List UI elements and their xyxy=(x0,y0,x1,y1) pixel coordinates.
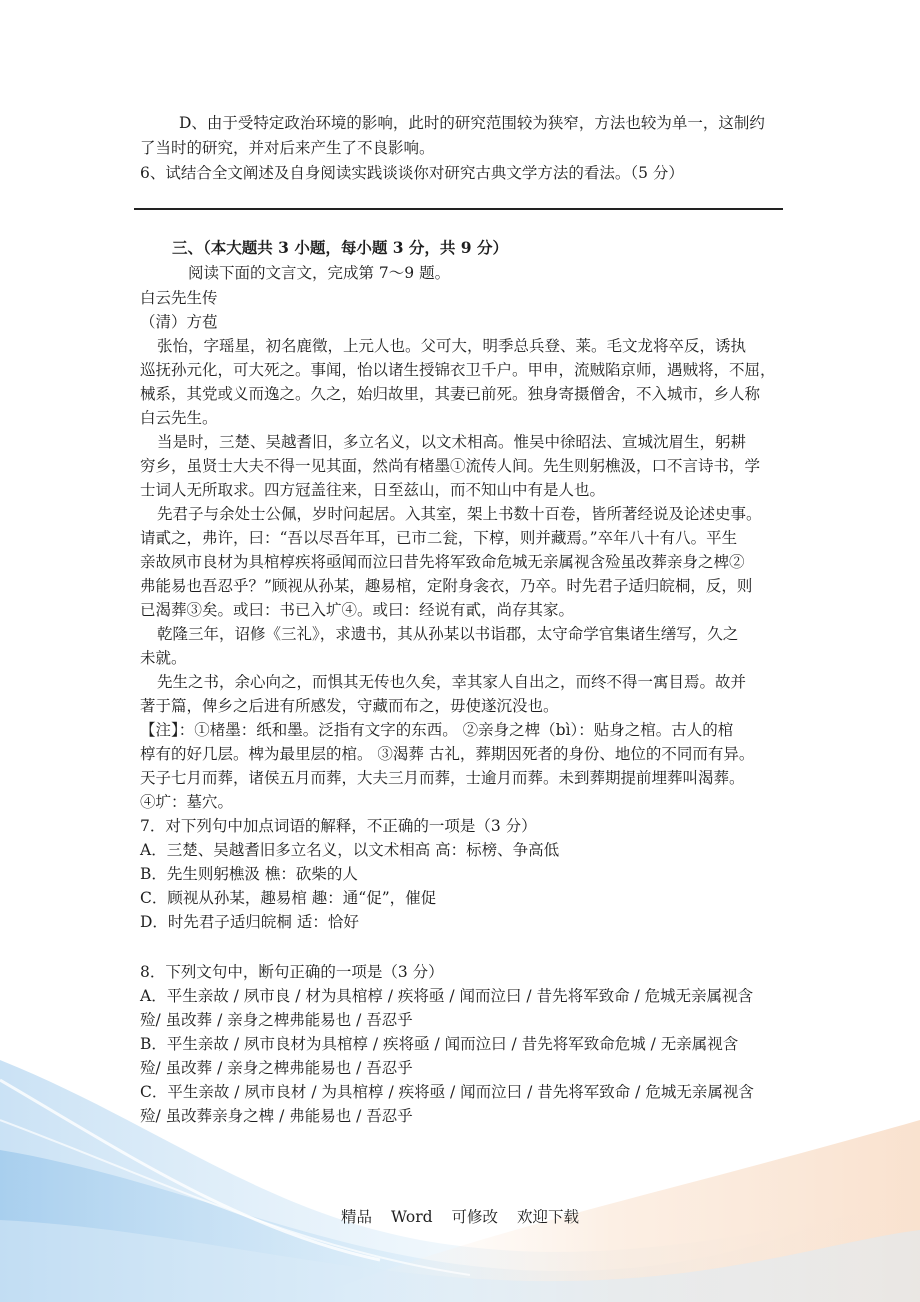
passage-para3: 已渴葬③矣。或曰：书已入圹④。或曰：经说有貳，尚存其家。 xyxy=(140,601,575,619)
question-7-option-d: D．时先君子适归皖桐 适：恰好 xyxy=(140,913,359,931)
question-7-option-c: C．顾视从孙某，趣易棺 趣：通“促”，催促 xyxy=(140,889,437,907)
question-8: 8．下列文句中，断句正确的一项是（3 分） xyxy=(140,963,444,981)
passage-para4: 未就。 xyxy=(140,649,187,667)
passage-para5: 著于篇，俾乡之后进有所感发，守藏而布之，毋使遂沉没也。 xyxy=(140,697,559,715)
notes: 椁有的好几层。椑为最里层的棺。 ③渴葬 古礼，葬期因死者的身份、地位的不同而有异。 xyxy=(140,745,755,763)
footer-text: 精品 xyxy=(341,1208,373,1226)
question-8-option-b: B．平生亲故 / 夙市良材为具棺椁 / 疾将亟 / 闻而泣曰 / 昔先将军致命危城 / 无亲属视含 xyxy=(140,1035,739,1053)
page-footer xyxy=(0,1205,920,1227)
question-7-option-b: B．先生则躬樵汲 樵：砍柴的人 xyxy=(140,865,358,883)
passage-para3: 先君子与余处士公佩，岁时问起居。入其室，架上书数十百卷，皆所著经说及论述史事。 xyxy=(157,505,762,523)
passage-para2: 当是时，三楚、吴越耆旧，多立名义，以文术相高。惟吴中徐昭法、宣城沈眉生，躬耕 xyxy=(157,433,747,451)
question-7-option-a: A．三楚、吴越耆旧多立名义，以文术相高 高：标榜、争高低 xyxy=(140,841,560,859)
question-8-option-a: A．平生亲故 / 夙市良 / 材为具棺椁 / 疾将亟 / 闻而泣曰 / 昔先将军致命 / 危城无亲属视含 xyxy=(140,987,754,1005)
passage-title: 白云先生传 xyxy=(140,289,218,307)
question-7: 7．对下列句中加点词语的解释，不正确的一项是（3 分） xyxy=(140,817,537,835)
passage-para4: 乾隆三年，诏修《三礼》，求遗书，其从孙某以书诣郡，太守命学官集诸生缮写，久之 xyxy=(157,625,739,643)
question-8-option-c: 殓/ 虽改葬亲身之椑 / 弗能易也 / 吾忍乎 xyxy=(140,1107,413,1125)
passage-para1: 白云先生。 xyxy=(140,409,218,427)
option-d-line2: 了当时的研究，并对后来产生了不良影响。 xyxy=(140,139,435,157)
passage-para2: 穷乡，虽贤士大夫不得一见其面，然尚有楮墨①流传人间。先生则躬樵汲，口不言诗书，学 xyxy=(140,457,761,475)
passage-author: （清）方苞 xyxy=(140,313,218,331)
notes: 天子七月而葬，诸侯五月而葬，大夫三月而葬，士逾月而葬。未到葬期提前埋葬叫渴葬。 xyxy=(140,769,745,787)
passage-para5: 先生之书，余心向之，而惧其无传也久矣，幸其家人自出之，而终不得一寓目焉。故并 xyxy=(157,673,747,691)
question-8-option-b: 殓/ 虽改葬 / 亲身之椑弗能易也 / 吾忍乎 xyxy=(140,1059,413,1077)
reading-instruction: 阅读下面的文言文，完成第 7～9 题。 xyxy=(188,264,451,282)
passage-para1: 张怡，字瑶星，初名鹿徵，上元人也。父可大，明季总兵登、莱。毛文龙将卒反，诱执 xyxy=(157,337,747,355)
passage-para3: 弗能易也吾忍乎？”顾视从孙某，趣易棺，定附身衾衣，乃卒。时先君子适归皖桐，反，则 xyxy=(140,577,753,595)
footer-text: 可修改 xyxy=(451,1208,498,1226)
passage-para3: 亲故夙市良材为具棺椁疾将亟闻而泣曰昔先将军致命危城无亲属视含殓虽改葬亲身之椑② xyxy=(140,553,745,571)
notes: ④圹：墓穴。 xyxy=(140,793,234,811)
footer-text: 欢迎下载 xyxy=(516,1208,579,1226)
answer-rule xyxy=(134,208,783,210)
notes: 【注】：①楮墨：纸和墨。泛指有文字的东西。 ②亲身之椑（bì）：贴身之棺。古人的棺 xyxy=(140,721,734,739)
question-6: 6、试结合全文阐述及自身阅读实践谈谈你对研究古典文学方法的看法。（5 分） xyxy=(140,164,684,182)
question-8-option-c: C．平生亲故 / 夙市良材 / 为具棺椁 / 疾将亟 / 闻而泣曰 / 昔先将军致命 / 危城无亲属视含 xyxy=(140,1083,754,1101)
section-three-heading: 三、（本大题共 3 小题，每小题 3 分，共 9 分） xyxy=(172,238,508,257)
question-8-option-a: 殓/ 虽改葬 / 亲身之椑弗能易也 / 吾忍乎 xyxy=(140,1011,413,1029)
passage-para3: 请貳之，弗许，曰：“吾以尽吾年耳，已市二瓮，下椁，则并藏焉。”卒年八十有八。平生 xyxy=(140,529,738,547)
passage-para1: 巡抚孙元化，可大死之。事闻，怡以诸生授锦衣卫千户。甲申，流贼陷京师，遇贼将，不屈， xyxy=(140,361,776,379)
option-d-line1: D、由于受特定政治环境的影响，此时的研究范围较为狭窄，方法也较为单一，这制约 xyxy=(179,114,765,132)
passage-para1: 械系，其党或义而逸之。久之，始归故里，其妻已前死。独身寄摄僧舍，不入城市，乡人称 xyxy=(140,385,761,403)
passage-para2: 士词人无所取求。四方冠盖往来，日至兹山，而不知山中有是人也。 xyxy=(140,481,606,499)
footer-text: Word xyxy=(391,1208,433,1226)
